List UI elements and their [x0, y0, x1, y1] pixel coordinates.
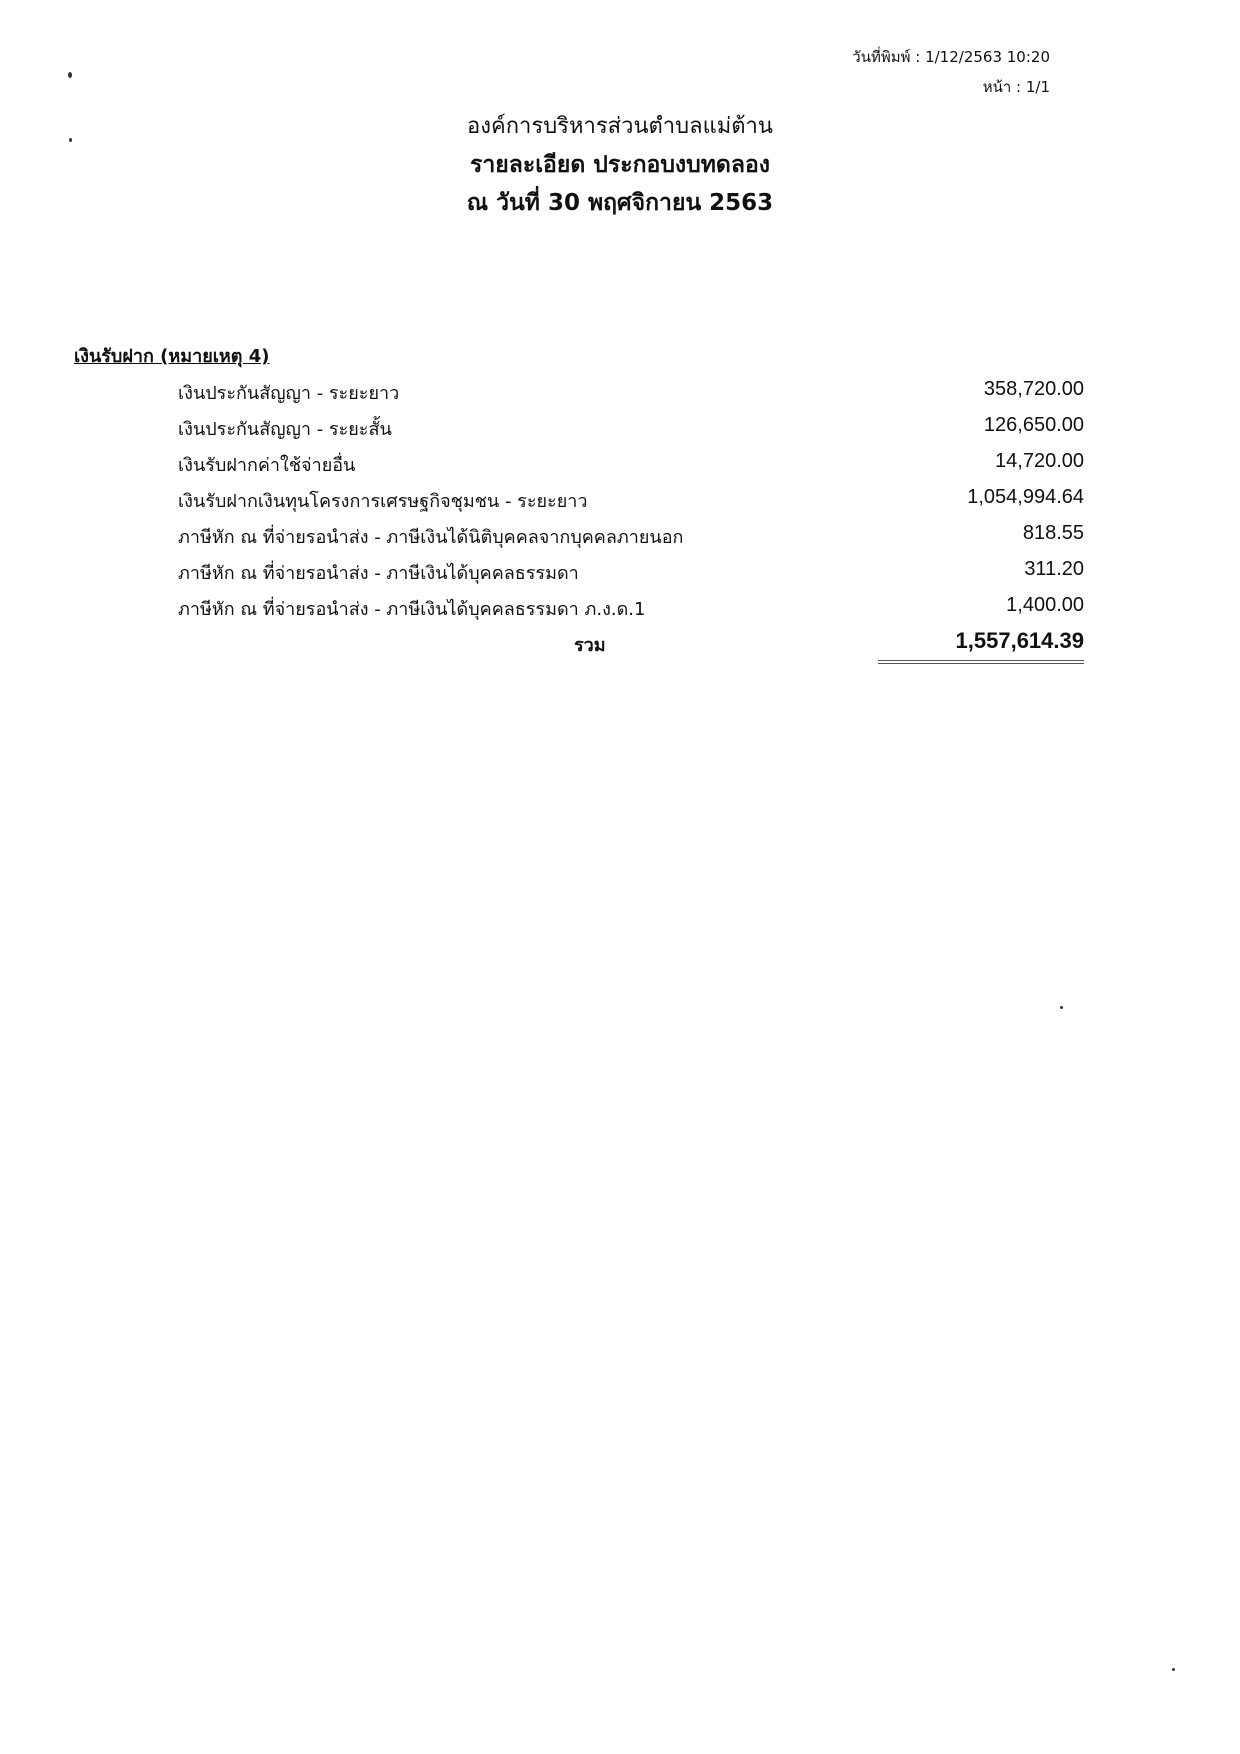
scan-speck [1172, 1668, 1175, 1671]
line-item-amount: 1,054,994.64 [967, 486, 1084, 508]
line-item-label: เงินรับฝากเงินทุนโครงการเศรษฐกิจชุมชน - ระยะยาว [178, 491, 588, 512]
line-items [74, 374, 1084, 666]
page-number: หน้า : 1/1 [982, 78, 1050, 96]
line-item-label: ภาษีหัก ณ ที่จ่ายรอนำส่ง - ภาษีเงินได้บุคคลธรรมดา [178, 563, 579, 584]
line-item-amount: 126,650.00 [983, 414, 1084, 436]
scan-speck [1060, 1006, 1063, 1009]
deposits-section [74, 342, 1084, 666]
line-item [74, 554, 1084, 590]
line-item-label: เงินประกันสัญญา - ระยะยาว [178, 383, 400, 404]
report-header [0, 108, 1240, 222]
total-row [74, 626, 1084, 666]
line-item-label: เงินประกันสัญญา - ระยะสั้น [178, 419, 392, 440]
line-item [74, 590, 1084, 626]
line-item [74, 446, 1084, 482]
line-item-amount: 358,720.00 [983, 378, 1084, 400]
report-date: ณ วันที่ 30 พฤศจิกายน 2563 [466, 190, 774, 216]
organization-name: องค์การบริหารส่วนตำบลแม่ต้าน [467, 114, 773, 139]
line-item-amount: 14,720.00 [995, 450, 1084, 472]
line-item [74, 374, 1084, 410]
line-item-amount: 1,400.00 [1006, 594, 1084, 616]
line-item-label: เงินรับฝากค่าใช้จ่ายอื่น [178, 455, 356, 476]
double-underline [878, 660, 1084, 664]
line-item-label: ภาษีหัก ณ ที่จ่ายรอนำส่ง - ภาษีเงินได้นิติบุคคลจากบุคคลภายนอก [178, 527, 684, 548]
line-item [74, 482, 1084, 518]
scan-speck [68, 72, 72, 78]
line-item [74, 410, 1084, 446]
line-item-amount: 818.55 [1022, 522, 1084, 544]
line-item [74, 518, 1084, 554]
line-item-amount: 311.20 [1024, 558, 1084, 580]
line-item-label: ภาษีหัก ณ ที่จ่ายรอนำส่ง - ภาษีเงินได้บุคคลธรรมดา ภ.ง.ด.1 [178, 599, 646, 620]
print-meta [852, 42, 1050, 102]
section-heading: เงินรับฝาก (หมายเหตุ 4) [74, 346, 270, 367]
total-label: รวม [574, 635, 606, 656]
scan-speck [69, 138, 72, 142]
total-amount: 1,557,614.39 [955, 628, 1084, 653]
report-title: รายละเอียด ประกอบงบทดลอง [470, 152, 770, 178]
print-date: วันที่พิมพ์ : 1/12/2563 10:20 [852, 48, 1050, 66]
